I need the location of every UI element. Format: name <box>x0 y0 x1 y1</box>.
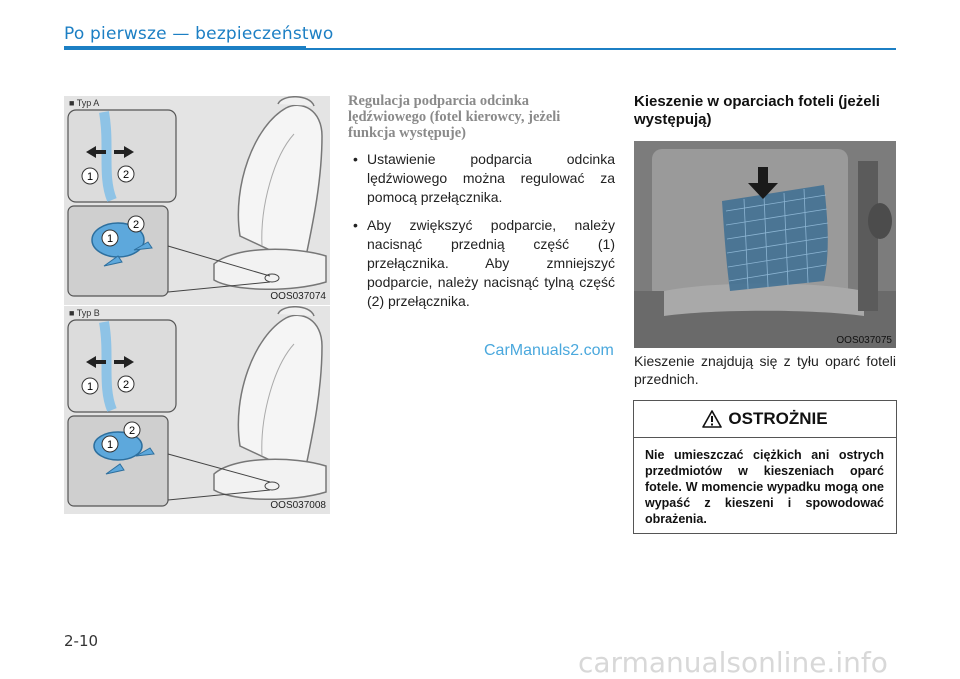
seat-pocket-image <box>634 141 896 348</box>
switch-num-1: 1 <box>106 233 114 245</box>
caution-text: Nie umieszczać ciężkich ani ostrych przedmiotów w kieszeniach oparć fotele. W momencie wypadku mogą one wypaść z kieszeni i spowodować obrażenia. <box>645 448 884 526</box>
figure-code-b: OOS037008 <box>270 500 326 511</box>
lumbar-num-1: 1 <box>86 171 94 183</box>
figure-type-a <box>64 96 330 305</box>
lumbar-heading: Regulacja podparcia odcinka lędźwiowego (fotel kierowcy, jeżeli funkcja występuje) <box>348 93 561 141</box>
figure-code-a: OOS037074 <box>270 291 326 302</box>
warning-triangle-icon <box>702 410 722 428</box>
caution-title: OSTROŻNIE <box>728 409 828 428</box>
lumbar-num-1: 1 <box>86 381 94 393</box>
lumbar-bullet-list <box>350 150 615 320</box>
switch-num-2: 2 <box>128 425 136 437</box>
figure-label-b: ■ Typ B <box>69 308 100 318</box>
list-item: • Aby zwiększyć podparcie, należy nacisnąć przednią część (1) przełącznika. Aby zmniejszyć podparcie, należy nacisnąć tylną część (2) przełącznika. <box>350 216 615 311</box>
switch-num-1: 1 <box>106 439 114 451</box>
header-rule <box>306 48 896 50</box>
switch-num-2: 2 <box>132 219 140 231</box>
section-title: Po pierwsze — bezpieczeństwo <box>64 24 334 44</box>
caution-box <box>633 400 897 534</box>
list-item: • Ustawienie podparcia odcinka lędźwiowego można regulować za pomocą przełącznika. <box>350 150 615 207</box>
photo-code: OOS037075 <box>836 335 892 346</box>
lumbar-num-2: 2 <box>122 379 130 391</box>
caution-header <box>634 401 896 438</box>
lumbar-num-2: 2 <box>122 169 130 181</box>
figure-label-a: ■ Typ A <box>69 98 100 108</box>
seat-illustration-b <box>64 306 330 514</box>
watermark-link[interactable]: CarManuals2.com <box>484 342 614 359</box>
pockets-description: Kieszenie znajdują się z tyłu oparć foteli przednich. <box>634 353 896 387</box>
pockets-heading: Kieszenie w oparciach foteli (jeżeli występują) <box>634 93 880 128</box>
page-number: 2-10 <box>64 632 99 650</box>
figure-type-b <box>64 306 330 514</box>
footer-watermark: carmanualsonline.info <box>578 646 888 679</box>
header-rule-accent <box>64 46 306 50</box>
seat-pocket-photo <box>634 141 896 348</box>
seat-illustration-a <box>64 96 330 305</box>
